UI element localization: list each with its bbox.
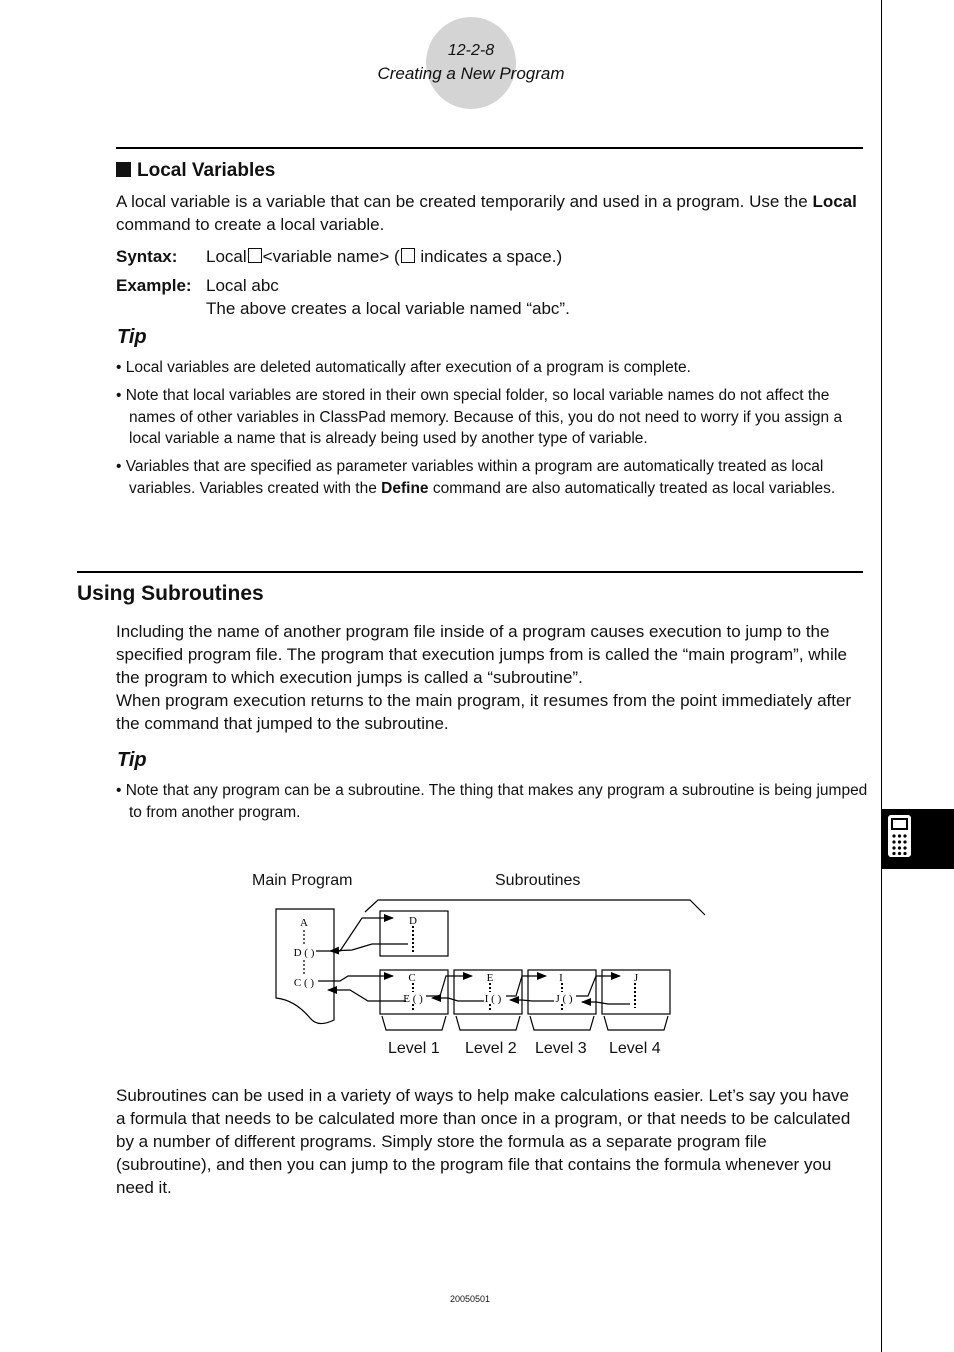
box-e-call: I ( )	[484, 993, 502, 1005]
level-label: Level 3	[535, 1040, 587, 1057]
local-variables-intro: A local variable is a variable that can be created temporarily and used in a program. Use the Local command to create a local variable.	[116, 192, 857, 234]
example-code: Local abc	[206, 276, 279, 295]
box-i-label: I	[559, 972, 563, 984]
subroutines-heading: Using Subroutines	[77, 582, 264, 605]
example-label: Example:	[116, 276, 192, 295]
box-c-label: C	[408, 972, 416, 984]
tip-label: Tip	[117, 749, 147, 771]
main-label-a: A	[300, 917, 308, 929]
box-c-call: E ( )	[403, 993, 423, 1005]
level-label: Level 2	[465, 1040, 517, 1057]
box-i-call: J ( )	[555, 993, 573, 1005]
page-number: 12-2-8	[447, 42, 495, 59]
tip-item: • Variables that are specified as parameter variables within a program are automatically treated as local variables. Variables created with the Define command are also automatically treated as local variables.	[116, 458, 836, 497]
tip-item: • Local variables are deleted automatically after execution of a program is complete.	[116, 359, 691, 376]
main-call-d: D ( )	[293, 947, 315, 959]
syntax-text: Local <variable name> ( indicates a space.)	[206, 247, 563, 266]
tip-label: Tip	[117, 326, 147, 348]
example-description: The above creates a local variable named “abc”.	[206, 299, 570, 318]
subroutines-bracket	[365, 900, 705, 915]
box-d-label: D	[409, 915, 417, 927]
box-j-label: J	[633, 972, 639, 984]
local-variables-heading: Local Variables	[116, 160, 275, 182]
main-call-c: C ( )	[293, 977, 315, 989]
page-title: Creating a New Program	[377, 64, 565, 83]
subroutines-label: Subroutines	[495, 872, 581, 889]
footer-code: 20050501	[449, 1294, 491, 1304]
box-e-label: E	[486, 972, 494, 984]
main-program-label: Main Program	[252, 872, 353, 889]
tip-item: • Note that any program can be a subroutine. The thing that makes any program a subroutine is being jumped to from another program.	[116, 782, 868, 821]
level-label: Level 4	[609, 1040, 661, 1057]
level-label: Level 1	[388, 1040, 440, 1057]
subroutines-usage-paragraph: Subroutines can be used in a variety of ways to help make calculations easier. Let’s say you have a formula that needs to be calculated more than once in a program, or that needs to be calculated by a number of different programs. Simply store the formula as a separate program file (subroutine), and then you can jump to the program file that contains the formula whenever you need it.	[116, 1086, 851, 1197]
syntax-label: Syntax:	[116, 247, 178, 266]
subroutines-paragraph: Including the name of another program file inside of a program causes execution to jump to the specified program file. The program that execution jumps from is called the “main program”, while the program to which execution jumps is called a “subroutine”. When program execution returns to the main program, it resumes from the point immediately after the command that jumped to the subroutine.	[116, 622, 852, 733]
tip-item: • Note that local variables are stored in their own special folder, so local variable names do not affect the names of other variables in ClassPad memory. Because of this, you do not need to worry if you assign a local variable a name that is already being used by another type of variable.	[116, 387, 843, 447]
